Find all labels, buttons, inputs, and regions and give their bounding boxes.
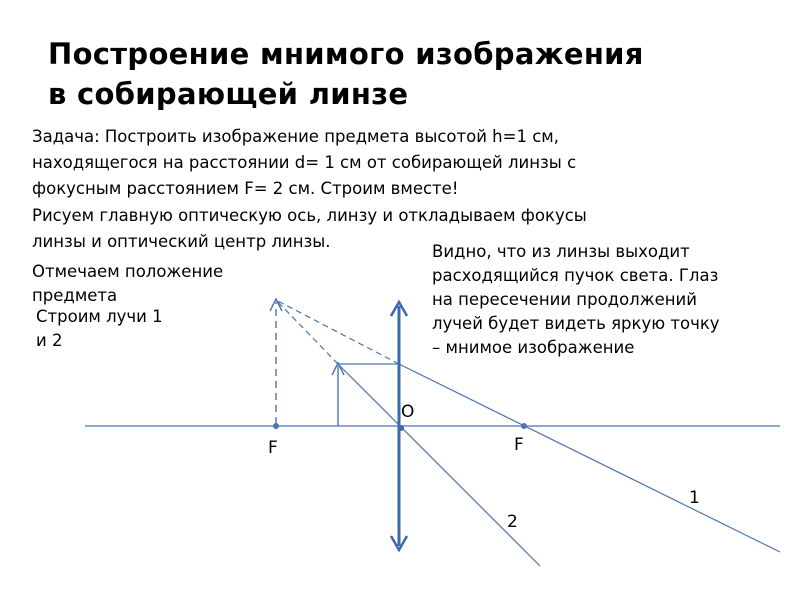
focus-right-point [521, 423, 527, 429]
ray-2 [338, 364, 540, 566]
ray-1-refracted [399, 364, 780, 552]
step-rays-text [36, 305, 163, 353]
step-rays-line-2: и 2 [36, 331, 63, 350]
ray-1-extension [276, 300, 399, 364]
optical-center-label: O [401, 402, 415, 422]
step-object-line-2: предмета [32, 286, 118, 305]
step-axis-line-1: Рисуем главную оптическую ось, линзу и откладываем фокусы [32, 206, 587, 225]
ray-2-extension [276, 300, 338, 364]
conclusion-line-2: расходящийся пучок света. Глаз [432, 266, 719, 285]
ray-1-label: 1 [689, 488, 700, 508]
step-rays-line-1: Строим лучи 1 [36, 307, 163, 326]
task-line-3: фокусным расстоянием F= 2 см. Строим вместе! [32, 179, 459, 198]
ray-2-label: 2 [507, 512, 518, 532]
title-line-1: Построение мнимого изображения [48, 37, 644, 71]
focus-right-label: F [514, 435, 524, 455]
conclusion-text [432, 240, 720, 360]
title-line-2: в собирающей линзе [48, 77, 409, 111]
conclusion-line-4: лучей будет видеть яркую точку [432, 314, 720, 333]
conclusion-line-1: Видно, что из линзы выходит [432, 242, 690, 261]
conclusion-line-3: на пересечении продолжений [432, 290, 697, 309]
focus-left-point [273, 423, 279, 429]
task-line-2: находящегося на расстоянии d= 1 см от собирающей линзы с [32, 153, 577, 172]
conclusion-line-5: – мнимое изображение [432, 338, 635, 357]
step-object-line-1: Отмечаем положение [32, 262, 224, 281]
focus-left-label: F [268, 438, 278, 458]
step-axis-line-2: линзы и оптический центр линзы. [32, 232, 331, 251]
step-object-text [32, 260, 223, 308]
task-line-1: Задача: Построить изображение предмета высотой h=1 см, [32, 127, 559, 146]
optical-center-point [398, 425, 404, 431]
